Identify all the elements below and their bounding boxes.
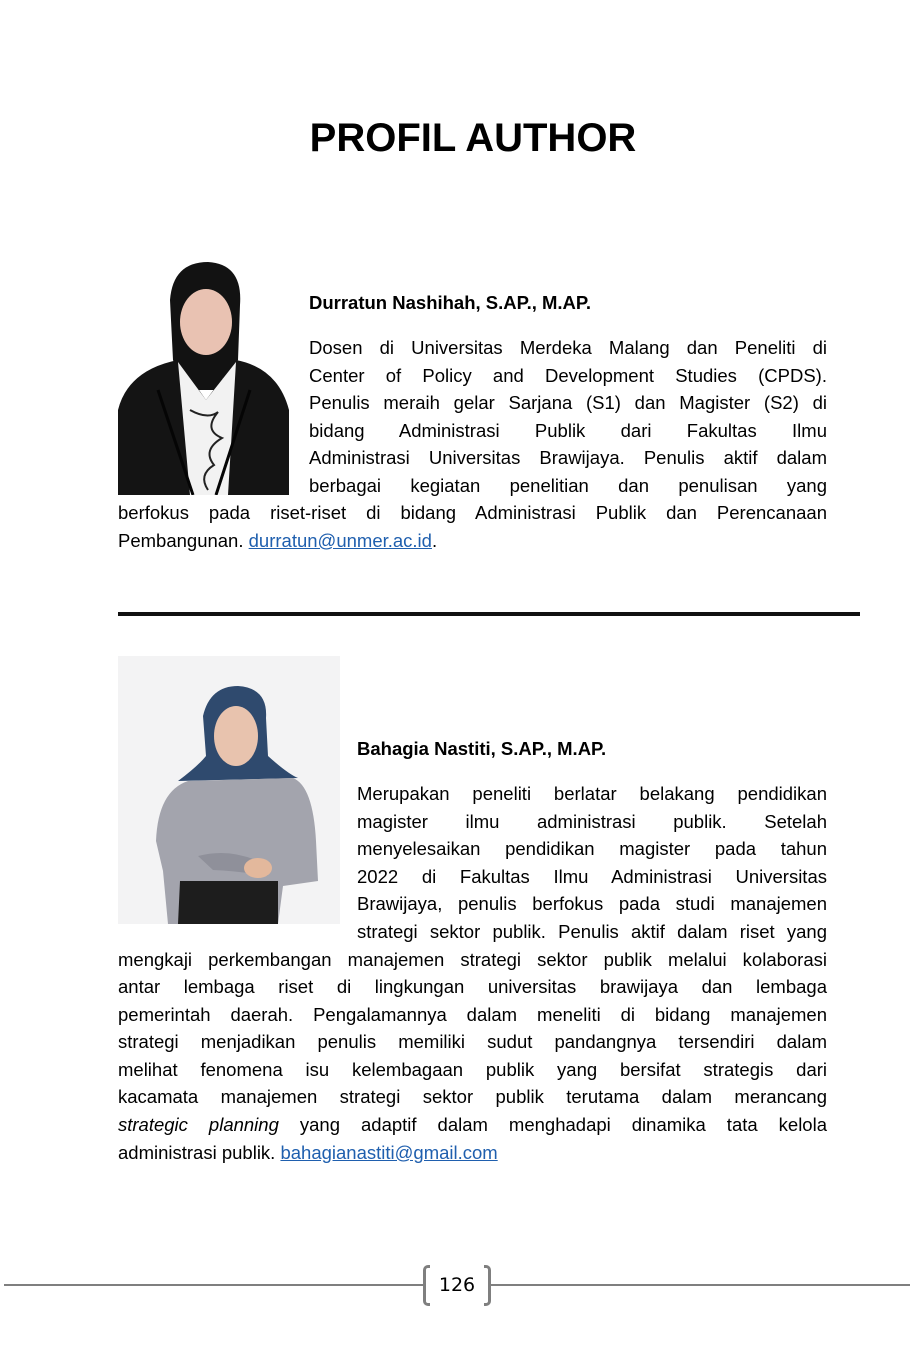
bio-line-last [118, 1139, 827, 1167]
bio-text: Pembangunan. [118, 530, 249, 551]
bio-line: menyelesaikan pendidikan magister pada tahun [357, 838, 827, 859]
bio-line: Dosen di Universitas Merdeka Malang dan Peneliti di [309, 337, 827, 358]
bio-line: 2022 di Fakultas Ilmu Administrasi Universitas [357, 866, 827, 887]
author-name-1: Durratun Nashihah, S.AP., M.AP. [309, 292, 592, 313]
left-bracket-icon [423, 1265, 430, 1306]
footer-rule-left [4, 1284, 424, 1286]
portrait-icon [118, 260, 289, 495]
bio-line: magister ilmu administrasi publik. Setelah [357, 811, 827, 832]
bio-line: Center of Policy and Development Studies (CPDS). [309, 365, 827, 386]
bio-line: mengkaji perkembangan manajemen strategi sektor publik melalui kolaborasi [118, 949, 827, 970]
author-photo-2 [118, 656, 340, 924]
bio-line: berbagai kegiatan penelitian dan penulisan yang [309, 475, 827, 496]
bio-line-last [118, 527, 827, 555]
bio-line: Administrasi Universitas Brawijaya. Penulis aktif dalam [309, 447, 827, 468]
bio-line: strategi menjadikan penulis memiliki sudut pandangnya tersendiri dalam [118, 1031, 827, 1052]
right-bracket-icon [484, 1265, 491, 1306]
section-divider [118, 612, 860, 616]
bio-line: melihat fenomena isu kelembagaan publik yang bersifat strategis dari [118, 1059, 827, 1080]
email-link-1[interactable]: durratun@unmer.ac.id [248, 530, 432, 551]
bio-line: berfokus pada riset-riset di bidang Administrasi Publik dan Perencanaan [118, 502, 827, 523]
bio-line: Brawijaya, penulis berfokus pada studi manajemen [357, 893, 827, 914]
page-title: PROFIL AUTHOR [309, 116, 637, 160]
bio-text: yang adaptif dalam menghadapi dinamika tata kelola [278, 1114, 827, 1135]
bio-line: Merupakan peneliti berlatar belakang pendidikan [357, 783, 827, 804]
bio-line: pemerintah daerah. Pengalamannya dalam meneliti di bidang manajemen [118, 1004, 827, 1025]
author-name-2: Bahagia Nastiti, S.AP., M.AP. [357, 738, 607, 759]
portrait-icon [118, 656, 340, 924]
bio-text: . [431, 530, 438, 551]
bio-line: Penulis meraih gelar Sarjana (S1) dan Magister (S2) di [309, 392, 827, 413]
page-number: 126 [438, 1274, 476, 1296]
bio-line [118, 1111, 827, 1139]
bio-line: strategi sektor publik. Penulis aktif dalam riset yang [357, 921, 827, 942]
author-photo-1 [118, 260, 289, 495]
italic-term: strategic planning [118, 1114, 279, 1135]
bio-text: administrasi publik. [118, 1142, 281, 1163]
email-link-2[interactable]: bahagianastiti@gmail.com [280, 1142, 498, 1163]
footer-rule-right [490, 1284, 910, 1286]
bio-line: bidang Administrasi Publik dari Fakultas Ilmu [309, 420, 827, 441]
bio-line: antar lembaga riset di lingkungan universitas brawijaya dan lembaga [118, 976, 827, 997]
bio-line: kacamata manajemen strategi sektor publik terutama dalam merancang [118, 1086, 827, 1107]
